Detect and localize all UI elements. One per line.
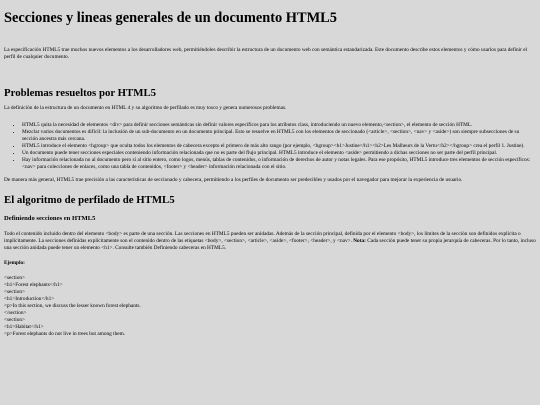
algorithm-heading: El algoritmo de perfilado de HTML5 [4, 194, 175, 207]
problems-heading: Problemas resueltos por HTML5 [4, 86, 157, 99]
list-item: • Hay información relacionada no al documento pero sí al sitio entero, como logos, menús, tablas de contenidos, o información de derechos de autor y notas legales. Para ese propósito, HTML5 introduce tres elementos de sección específicos: <nav> para colecciones de enlaces, como una tabla de contenidos, <footer> y <header> información relacionada con el sitio. [22, 157, 536, 171]
sections-body-before: Todo el contenido incluido dentro del elemento <body> es parte de una sección. Las secciones en HTML5 pueden ser anidadas. Además de la sección principal, definida por el elemento <body>, los límites de la sección son definidos explícita o implícitamente. La secciones definidas explícitamente son el contenido dentro de las etiquetas <body>, <section>, <article>, <aside>, <footer>, <header>, y <nav>. [4, 231, 521, 245]
problems-lead: La definición de la estructura de un documento en HTML 4 y su algoritmo de perfilado es muy tosco y genera numerosos problemas. [4, 105, 287, 112]
example-label: Ejemplo: [4, 260, 25, 267]
problems-summary: De manera más general, HTML5 trae precisión a las características de seccionado y cabecera, permitiendo a los perfiles de documento ser predecibles y usados por el navegador para mejorar la experiencia de usuario. [4, 177, 463, 184]
list-item: • Un documento puede tener secciones especiales conteniendo información relacionada que no es parte del flujo principal. HTML5 introduce el elemento <aside> permitiendo a dichas secciones no ser parte del perfil principal. [22, 150, 536, 157]
list-item: • HTML5 quita la necesidad de elementos <div> para definir secciones semánticas sin definir valores específicos para los atributos class, introduciendo un nuevo elemento,<section>, el elemento de sección HTML. [22, 122, 536, 129]
sections-paragraph [4, 231, 536, 252]
problems-list [4, 122, 536, 171]
example-code: <section> <h1>Forest elephants</h1> <section> <h1>Introduction</h1> <p>In this section, we discuss the lesser known forest elephants. </section> <section> <h1>Habitat</h1> <p>Forest elephants do not live in trees but among them. [4, 275, 141, 338]
page-title: Secciones y lineas generales de un documento HTML5 [4, 10, 337, 26]
sections-subheading: Definiendo secciones en HTML5 [4, 215, 96, 223]
list-item: • Mezclar varios documentos es difícil: la inclusión de un sub-documento en un documento principal. Esto se resuelve en HTML5 con los elementos de seccionado (<article>, <section>, <nav> y <aside>) son siempre subsecciones de su sección ancestra más cercana. [22, 129, 536, 143]
sections-body-after: Cada sección puede tener su propia jerarquía de cabeceras. Por lo tanto, incluso una sección anidada puede tener un elemento <h1>. Consulte también Definiendo cabeceras en HTML5. [4, 238, 536, 252]
list-item: • HTML5 introduce el elemento <hgroup> que oculta todos los elementos de cabecera excepto el primero de más alto rango (por ejemplo, <hgroup><h1>Justine</h1><h2>Les Malheurs de la Vertu</h2></hgroup> crea el perfil 1. Justine). [22, 143, 536, 150]
intro-paragraph: La especificación HTML5 trae muchos nuevos elementos a los desarrolladores web, permitiéndoles describir la estructura de un documento web con semántica estandarizada. Este documento describe estos elementos y cómo usarlos para definir el perfil de cualquier documento. [4, 46, 528, 60]
note-label: Nota: [353, 238, 366, 245]
